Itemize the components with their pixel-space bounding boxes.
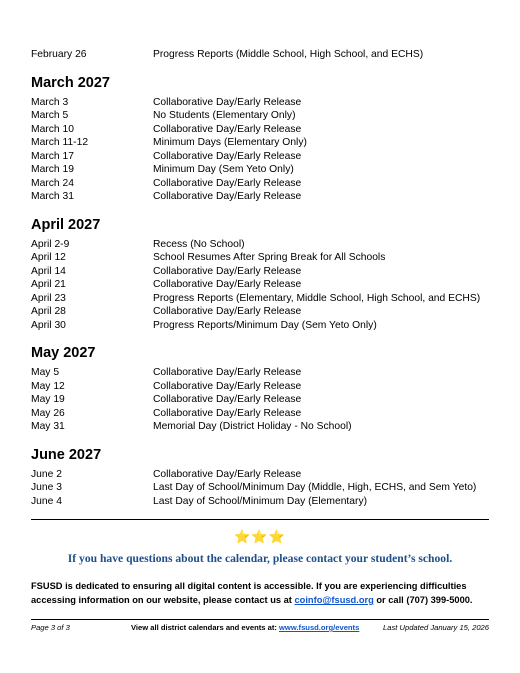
event-description: Minimum Day (Sem Yeto Only) (153, 164, 294, 175)
event-description: School Resumes After Spring Break for All Schools (153, 252, 386, 263)
event-date: May 5 (31, 367, 60, 378)
calendar-row (31, 150, 489, 164)
calendar-row (31, 48, 489, 62)
event-date: May 19 (31, 394, 65, 405)
footer-divider (31, 619, 489, 620)
month-heading: April 2027 (31, 216, 101, 233)
event-description: Progress Reports/Minimum Day (Sem Yeto Only) (153, 319, 377, 331)
events-link[interactable]: www.fsusd.org/events (279, 623, 360, 632)
accessibility-phone-text: or call (707) 399-5000. (373, 595, 473, 605)
star-icons: ⭐⭐⭐ (234, 529, 286, 544)
calendar-row (31, 468, 489, 482)
event-description: Minimum Days (Elementary Only) (153, 137, 307, 148)
event-date: April 2-9 (31, 238, 70, 250)
event-date: March 31 (31, 191, 74, 202)
months-container (31, 74, 489, 509)
event-date: March 11-12 (31, 137, 89, 148)
calendar-row (31, 481, 489, 495)
event-date: March 5 (31, 110, 69, 121)
event-description: No Students (Elementary Only) (153, 110, 296, 121)
calendar-row (31, 190, 489, 204)
calendar-row (31, 123, 489, 137)
email-link[interactable]: coinfo@fsusd.org (294, 595, 374, 605)
calendar-row (31, 265, 489, 279)
event-date: April 21 (31, 279, 66, 290)
event-description: Recess (No School) (153, 238, 245, 250)
calendar-row (31, 163, 489, 177)
calendar-row (31, 251, 489, 265)
event-description: Collaborative Day/Early Release (153, 380, 302, 392)
calendar-row (31, 393, 489, 407)
accessibility-statement (31, 579, 489, 607)
calendar-row (31, 380, 489, 394)
calendar-row (31, 305, 489, 319)
event-date: June 3 (31, 482, 62, 493)
event-description: Collaborative Day/Early Release (153, 468, 302, 480)
calendar-row (31, 407, 489, 421)
event-description: Collaborative Day/Early Release (153, 306, 302, 317)
page-number: Page 3 of 3 (31, 623, 70, 632)
calendar-row (31, 495, 489, 509)
calendar-row (31, 177, 489, 191)
contact-question: If you have questions about the calendar, please contact your student’s school. (67, 552, 453, 565)
calendar-row (31, 96, 489, 110)
event-date: March 10 (31, 123, 74, 135)
calendar-row (31, 420, 489, 434)
month-heading: March 2027 (31, 74, 110, 91)
event-date: May 31 (31, 421, 65, 432)
calendar-row (31, 109, 489, 123)
event-date: March 17 (31, 150, 74, 162)
event-description: Last Day of School/Minimum Day (Middle, High, ECHS, and Sem Yeto) (153, 482, 477, 493)
event-date: May 26 (31, 407, 65, 419)
footer-calendars-text: View all district calendars and events at: (131, 623, 279, 632)
event-date: March 3 (31, 96, 69, 108)
calendar-row (31, 238, 489, 252)
event-description: Collaborative Day/Early Release (153, 177, 302, 189)
event-date: April 23 (31, 292, 66, 304)
event-date: February 26 (31, 49, 87, 60)
page-footer (31, 622, 489, 636)
event-description: Progress Reports (Elementary, Middle School, High School, and ECHS) (153, 292, 481, 304)
calendar-page (31, 0, 489, 636)
event-description: Collaborative Day/Early Release (153, 150, 302, 162)
footer-calendars-note (131, 622, 359, 634)
calendar-row (31, 366, 489, 380)
event-description: Last Day of School/Minimum Day (Elementary) (153, 495, 368, 507)
event-date: March 24 (31, 177, 74, 189)
event-date: April 14 (31, 265, 66, 277)
event-date: April 30 (31, 319, 66, 331)
event-description: Collaborative Day/Early Release (153, 394, 302, 405)
event-description: Collaborative Day/Early Release (153, 96, 302, 108)
event-description: Collaborative Day/Early Release (153, 191, 302, 202)
month-heading: May 2027 (31, 345, 96, 361)
event-description: Collaborative Day/Early Release (153, 265, 302, 277)
last-updated: Last Updated January 15, 2026 (383, 623, 489, 632)
event-date: May 12 (31, 380, 65, 392)
event-date: April 12 (31, 252, 66, 263)
calendar-row (31, 292, 489, 306)
calendar-row (31, 136, 489, 150)
event-description: Collaborative Day/Early Release (153, 367, 302, 378)
accessibility-text: FSUSD is dedicated to ensuring all digital content is accessible. If you are experiencing difficulties accessing information on our website, please contact us at (31, 581, 467, 605)
calendar-row (31, 278, 489, 292)
event-description: Collaborative Day/Early Release (153, 123, 302, 135)
event-description: Progress Reports (Middle School, High School, and ECHS) (153, 49, 424, 60)
event-description: Collaborative Day/Early Release (153, 279, 302, 290)
section-divider (31, 519, 489, 520)
month-heading: June 2027 (31, 446, 102, 463)
event-date: March 19 (31, 164, 74, 175)
event-description: Memorial Day (District Holiday - No School) (153, 421, 352, 432)
event-date: June 4 (31, 495, 62, 507)
event-date: April 28 (31, 306, 66, 317)
event-description: Collaborative Day/Early Release (153, 407, 302, 419)
calendar-row (31, 319, 489, 333)
event-date: June 2 (31, 468, 62, 480)
